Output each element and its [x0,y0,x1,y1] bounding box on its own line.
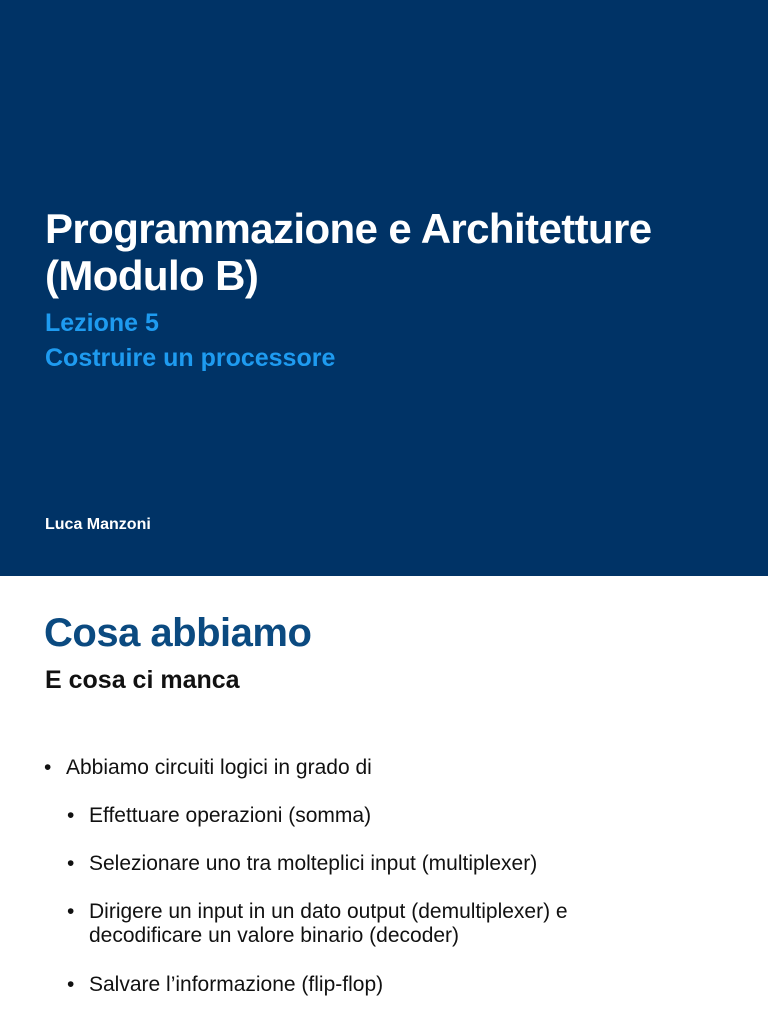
author-name: Luca Manzoni [45,516,151,533]
bullet-text-line-2: decodificare un valore binario (decoder) [89,924,460,947]
content-slide [0,576,768,1024]
presentation-title-line-1: Programmazione e Architetture [45,205,652,252]
bullet-text-line-1: Dirigere un input in un dato output (demultiplexer) e [89,900,568,923]
bullet-text: Effettuare operazioni (somma) [89,804,372,827]
presentation-title-line-2: (Modulo B) [45,252,259,299]
bullet-marker: • [67,973,75,996]
bullet-text: Salvare l’informazione (flip-flop) [89,973,384,996]
slide-subtitle: E cosa ci manca [45,666,240,694]
bullet-text: Abbiamo circuiti logici in grado di [66,756,372,779]
bullet-text [89,900,568,948]
lecture-subtitle [45,306,335,376]
bullet-marker: • [44,756,52,779]
bullet-text: Selezionare uno tra molteplici input (multiplexer) [89,852,538,875]
slide-title: Cosa abbiamo [44,611,312,655]
bullet-marker: • [67,852,75,875]
lecture-topic: Costruire un processore [45,344,336,372]
bullet-marker: • [67,900,75,923]
bullet-marker: • [67,804,75,827]
lecture-number: Lezione 5 [45,309,159,337]
presentation-title [45,205,765,299]
